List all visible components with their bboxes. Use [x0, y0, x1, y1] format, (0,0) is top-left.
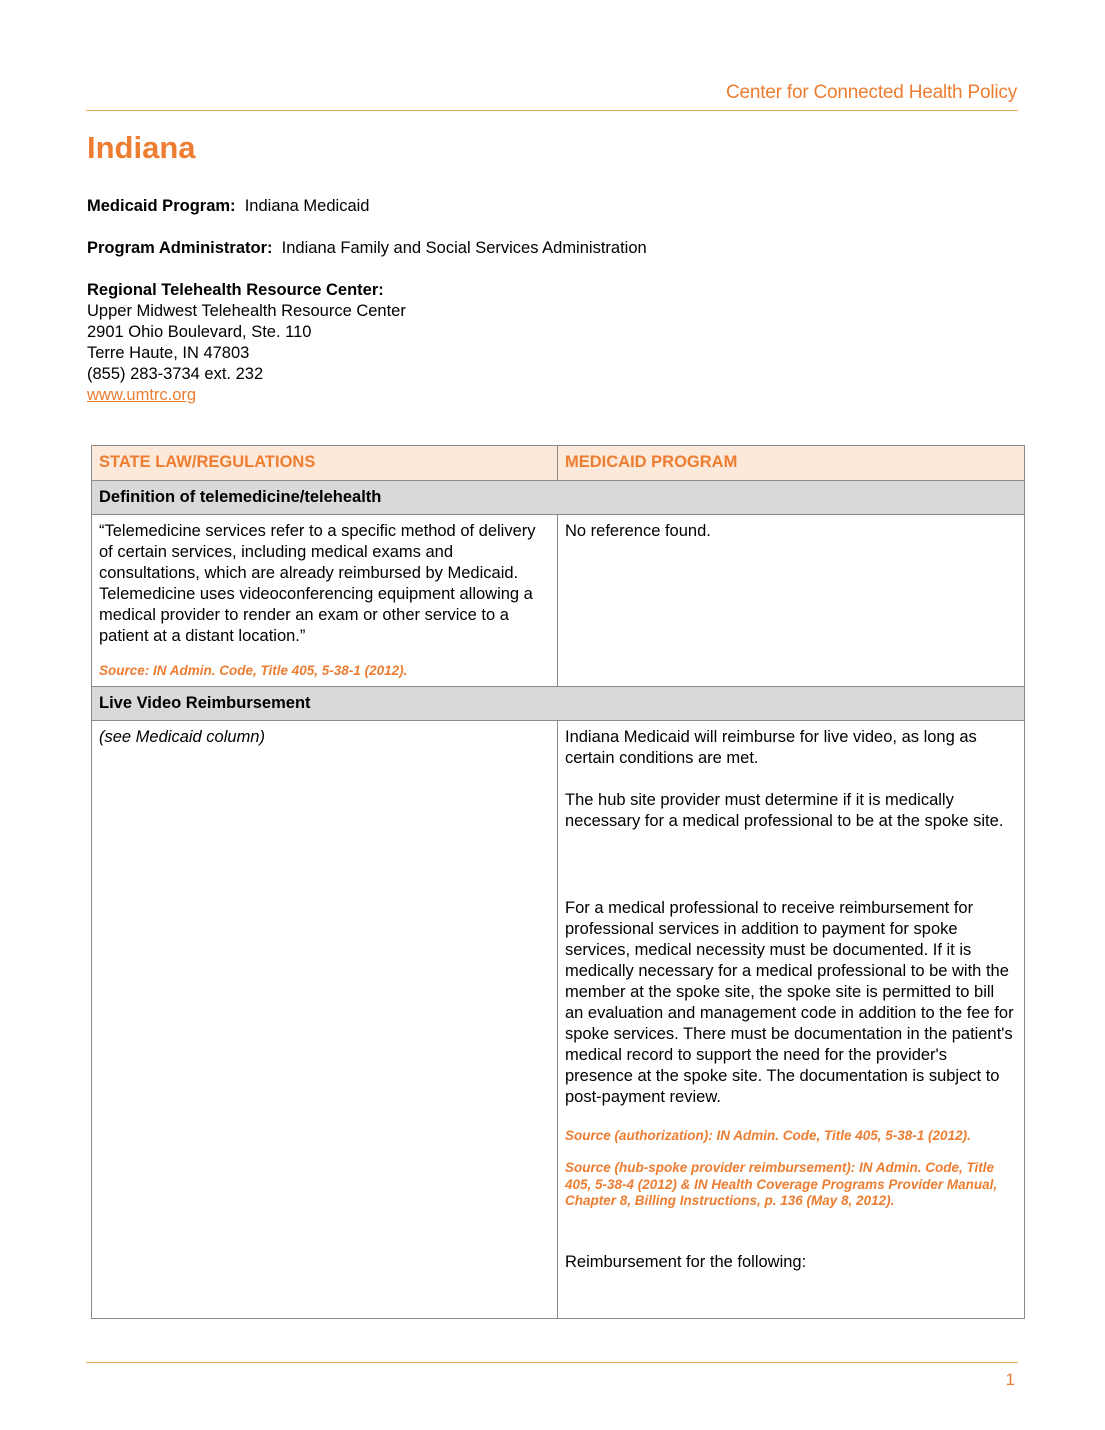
- page-title: Indiana: [87, 130, 196, 165]
- program-admin-line: [87, 238, 647, 259]
- rtrc-website-link[interactable]: www.umtrc.org: [87, 386, 197, 404]
- column-header-medicaid-program: MEDICAID PROGRAM: [558, 446, 1025, 481]
- policy-table: [91, 445, 1025, 1319]
- live-video-medicaid-p3: For a medical professional to receive reimbursement for professional services in addition to payment for spoke services, medical necessity must be documented. If it is medically necessary for a medical professional to be with the member at the spoke site, the spoke site is permitted to bill an evaluation and management code in addition to the fee for spoke services. There must be documentation in the patient's medical record to support the need for the provider's presence at the spoke site. The documentation is subject to post-payment review.: [565, 898, 1014, 1106]
- medicaid-program-value: Indiana Medicaid: [244, 197, 370, 215]
- definition-medicaid-text: No reference found.: [565, 522, 711, 540]
- section-heading-definition: Definition of telemedicine/telehealth: [92, 481, 1025, 515]
- header-divider: [86, 110, 1018, 111]
- live-video-medicaid-p2: The hub site provider must determine if it is medically necessary for a medical professional to be at the spoke site.: [565, 790, 1004, 830]
- table-row: [92, 720, 1025, 1318]
- page-number: 1: [1005, 1370, 1015, 1389]
- live-video-medicaid-source1: Source (authorization): IN Admin. Code, Title 405, 5-38-1 (2012).: [565, 1127, 971, 1143]
- rtrc-label: Regional Telehealth Resource Center:: [87, 281, 384, 299]
- section-heading-live-video: Live Video Reimbursement: [92, 686, 1025, 720]
- definition-state-text: “Telemedicine services refer to a specific method of delivery of certain services, including medical exams and consultations, which are already reimbursed by Medicaid. Telemedicine uses videoconferencing equipment allowing a medical provider to render an exam or other service to a patient at a distant location.”: [99, 522, 536, 645]
- definition-state-cell: [92, 515, 558, 687]
- live-video-medicaid-p4: Reimbursement for the following:: [565, 1252, 807, 1271]
- live-video-medicaid-source2: Source (hub-spoke provider reimbursement): IN Admin. Code, Title 405, 5-38-4 (2012) & IN Health Coverage Programs Provider Manual, Chapter 8, Billing Instructions, p. 136 (May 8, 2012).: [565, 1160, 998, 1208]
- medicaid-program-line: [87, 196, 369, 217]
- live-video-medicaid-cell: [558, 720, 1025, 1318]
- rtrc-name: Upper Midwest Telehealth Resource Center: [87, 302, 406, 320]
- column-header-state-law: STATE LAW/REGULATIONS: [92, 446, 558, 481]
- live-video-medicaid-p1: Indiana Medicaid will reimburse for live video, as long as certain conditions are met.: [565, 727, 977, 767]
- footer-divider: [86, 1362, 1018, 1363]
- rtrc-address-line2: Terre Haute, IN 47803: [87, 344, 250, 362]
- rtrc-block: [87, 280, 406, 406]
- program-admin-value: Indiana Family and Social Services Administration: [281, 239, 647, 257]
- header-org-name: Center for Connected Health Policy: [725, 82, 1017, 103]
- program-admin-label: Program Administrator:: [87, 239, 273, 257]
- medicaid-program-label: Medicaid Program:: [87, 197, 236, 215]
- table-row: [92, 515, 1025, 687]
- definition-state-source: Source: IN Admin. Code, Title 405, 5-38-1 (2012).: [99, 663, 408, 678]
- rtrc-phone: (855) 283-3734 ext. 232: [87, 365, 264, 383]
- definition-medicaid-cell: [558, 515, 1025, 687]
- rtrc-address-line1: 2901 Ohio Boulevard, Ste. 110: [87, 323, 312, 341]
- live-video-state-text: (see Medicaid column): [99, 727, 265, 746]
- live-video-state-cell: [92, 720, 558, 1318]
